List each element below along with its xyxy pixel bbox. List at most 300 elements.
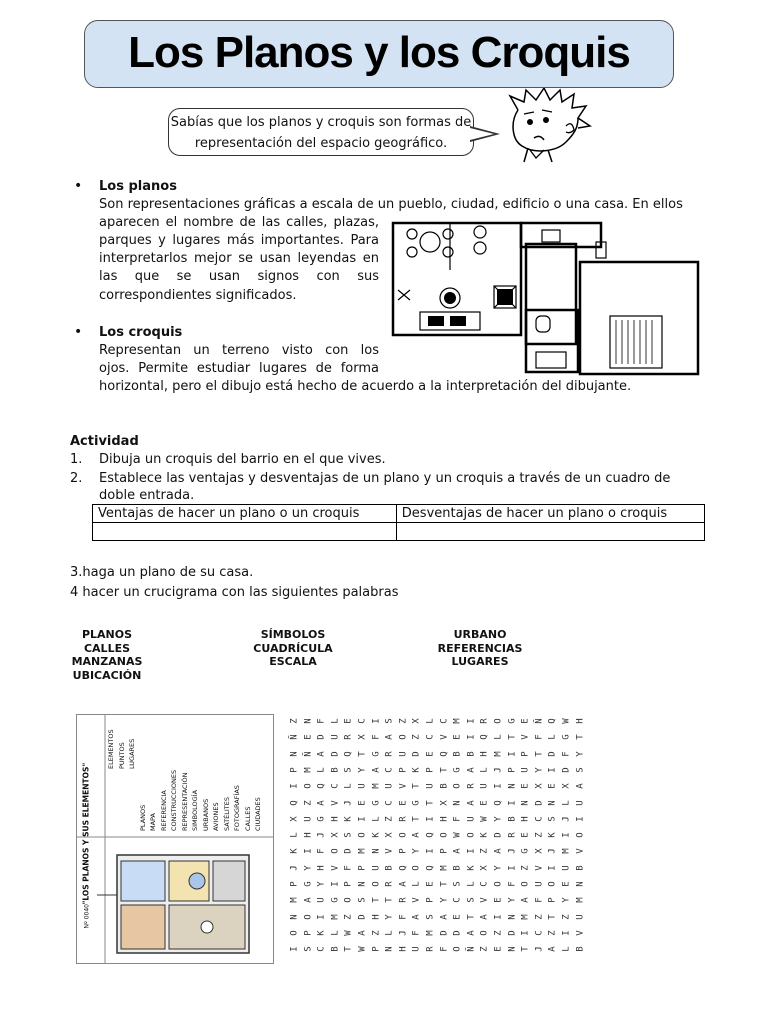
- worksheet-word: SIMBOLOGÍA: [191, 789, 199, 831]
- word-search-letter: X: [480, 864, 491, 871]
- word-search-letter: P: [398, 767, 409, 773]
- table-header-desventajas: Desventajas de hacer un plano o croquis: [396, 505, 704, 523]
- word-search-letter: Y: [493, 864, 504, 871]
- word-search-letter: R: [398, 816, 409, 822]
- word-search-letter: C: [357, 718, 368, 724]
- word-search-letter: M: [561, 848, 572, 855]
- word-search-letter: T: [575, 734, 586, 741]
- croquis-heading: Los croquis: [99, 325, 183, 340]
- word-search-letter: A: [316, 799, 327, 806]
- word-search-letter: B: [507, 816, 518, 822]
- word-search-letter: F: [371, 734, 382, 741]
- word-search-letter: O: [520, 881, 531, 887]
- word-search-letter: D: [412, 750, 423, 757]
- word-search-letter: D: [439, 930, 450, 936]
- word-search-letter: W: [452, 832, 463, 838]
- word-search-letter: Q: [493, 799, 504, 806]
- word-search-letter: U: [371, 864, 382, 871]
- word-search-letter: R: [507, 832, 518, 838]
- word-search-letter: I: [466, 718, 477, 724]
- word-search-letter: U: [357, 783, 368, 789]
- word-search-letter: L: [384, 930, 395, 936]
- word-search-letter: L: [289, 832, 300, 838]
- word-search-letter: A: [466, 799, 477, 806]
- word-search-letter: T: [357, 750, 368, 757]
- word-search-letter: O: [452, 783, 463, 789]
- planos-text-line-1: Son representaciones gráficas a escala de un pueblo, ciudad, edificio o una casa. En ellos: [99, 197, 683, 212]
- word-search-letter: A: [548, 946, 559, 952]
- word-search-letter: P: [303, 930, 314, 936]
- word-search-letter: T: [507, 734, 518, 741]
- word-search-letter: J: [398, 930, 409, 936]
- word-search-letter: L: [548, 734, 559, 741]
- word-search-letter: N: [452, 799, 463, 806]
- word-search-letter: A: [412, 913, 423, 920]
- word-search-letter: N: [575, 881, 586, 887]
- worksheet-word: ELEMENTOS: [107, 729, 115, 769]
- word-search-letter: G: [452, 767, 463, 773]
- word-search-letter: X: [330, 832, 341, 838]
- word-search-letter: J: [534, 946, 545, 952]
- item-2-text-line-2: doble entrada.: [99, 488, 195, 503]
- worksheet-word: SATÉLITES: [222, 796, 231, 831]
- planos-text-line-6: correspondientes significados.: [99, 288, 297, 303]
- item-2-text-line-1: Establece las ventajas y desventajas de un plano y un croquis a través de un cuadro de: [99, 471, 671, 486]
- word-search-letter: Y: [316, 881, 327, 887]
- word-search-letter: R: [344, 734, 355, 741]
- word-search-letter: P: [520, 750, 531, 757]
- word-search-letter: T: [384, 897, 395, 904]
- word-search-letter: P: [344, 881, 355, 887]
- word-search-letter: E: [561, 881, 572, 887]
- word-search-letter: E: [520, 832, 531, 838]
- word-search-letter: S: [452, 881, 463, 887]
- word-search-letter: O: [289, 930, 300, 936]
- word-search-letter: X: [561, 783, 572, 789]
- word-search-letter: C: [480, 881, 491, 887]
- word-search-letter: E: [493, 897, 504, 904]
- word-search-letter: Q: [425, 832, 436, 838]
- word-search-letter: P: [371, 946, 382, 952]
- word-search-letter: F: [439, 946, 450, 952]
- word-search-letter: M: [575, 897, 586, 904]
- word-search-letter: Z: [480, 946, 491, 952]
- word-search-letter: L: [412, 881, 423, 887]
- word-search-letter: N: [384, 946, 395, 952]
- word-search-letter: E: [520, 718, 531, 724]
- word-search-letter: A: [303, 897, 314, 904]
- word-search-letter: E: [357, 799, 368, 806]
- word-search-letter: F: [344, 864, 355, 871]
- word-search-letter: F: [534, 734, 545, 741]
- word-search-letter: O: [303, 783, 314, 789]
- word-search-letter: O: [344, 897, 355, 904]
- word-search-letter: I: [466, 734, 477, 741]
- word-search-letter: O: [439, 832, 450, 838]
- word-search-letter: I: [289, 783, 300, 789]
- word-search-letter: C: [384, 767, 395, 773]
- word-search-letter: F: [412, 930, 423, 936]
- word-search-letter: B: [330, 946, 341, 952]
- word-search-letter: U: [384, 783, 395, 789]
- word-search-letter: E: [520, 783, 531, 789]
- word-search-letter: Z: [303, 799, 314, 806]
- croquis-text-line-1: Representan un terreno visto con los: [99, 343, 379, 358]
- word-search-letter: U: [398, 750, 409, 757]
- word-search-letter: Y: [412, 848, 423, 855]
- planos-text-line-4: interpretarlos mejor se usan leyendas en: [99, 251, 379, 266]
- word-search-letter: H: [480, 750, 491, 757]
- word-search-letter: C: [452, 897, 463, 904]
- word-search-letter: M: [330, 913, 341, 920]
- page-title: Los Planos y los Croquis: [128, 28, 630, 77]
- word-search-letter: O: [412, 864, 423, 871]
- word-search-letter: P: [289, 881, 300, 887]
- word-search-letter: Q: [425, 864, 436, 871]
- word-search-letter: G: [303, 881, 314, 887]
- word-search-letter: T: [412, 816, 423, 822]
- word-search-letter: J: [548, 848, 559, 855]
- word-search-letter: I: [548, 864, 559, 871]
- word-search-letter: M: [439, 864, 450, 871]
- word-search-letter: I: [316, 913, 327, 920]
- word-search-letter: V: [534, 864, 545, 871]
- word-search-letter: Y: [384, 913, 395, 920]
- word-search-letter: C: [534, 930, 545, 936]
- croquis-text-line-3: horizontal, pero el dibujo está hecho de acuerdo a la interpretación del dibujante.: [99, 379, 632, 394]
- word-search-letter: N: [548, 799, 559, 806]
- floor-plan-illustration: [390, 220, 702, 380]
- worksheet-word: CALLES: [243, 806, 252, 831]
- word-search-letter: Y: [507, 897, 518, 904]
- word-search-letter: O: [398, 734, 409, 741]
- word-search-letter: I: [561, 930, 572, 936]
- word-search-letter: I: [425, 848, 436, 855]
- word-search-letter: Y: [493, 816, 504, 822]
- word-search-letter: C: [330, 783, 341, 789]
- word-item: URBANO: [453, 628, 507, 641]
- word-search-letter: I: [507, 799, 518, 806]
- word-search-letter: R: [384, 750, 395, 757]
- word-search-letter: K: [289, 848, 300, 855]
- word-search-letter: T: [371, 897, 382, 904]
- word-search-letter: B: [575, 864, 586, 871]
- word-search-letter: B: [575, 946, 586, 952]
- word-search-letter: F: [316, 848, 327, 855]
- word-search-letter: S: [575, 767, 586, 773]
- word-search-letter: D: [344, 848, 355, 855]
- word-search-letter: A: [357, 930, 368, 936]
- word-search-letter: D: [330, 750, 341, 757]
- word-search-letter: B: [452, 864, 463, 871]
- word-search-letter: V: [480, 897, 491, 904]
- table-empty-row: [93, 523, 705, 541]
- word-item: LUGARES: [451, 655, 509, 668]
- word-search-letter: Q: [548, 718, 559, 724]
- word-search-letter: Z: [534, 832, 545, 838]
- word-item: PLANOS: [81, 628, 133, 641]
- word-search-letter: T: [425, 799, 436, 806]
- word-search-letter: C: [534, 816, 545, 822]
- word-search-letter: D: [534, 799, 545, 806]
- word-search-letter: W: [357, 946, 368, 952]
- word-search-letter: P: [398, 848, 409, 855]
- word-search-letter: N: [303, 718, 314, 724]
- word-search-letter: P: [357, 864, 368, 871]
- word-search-letter: C: [384, 799, 395, 806]
- word-search-letter: G: [520, 848, 531, 855]
- word-search-letter: F: [507, 881, 518, 887]
- word-search-letter: V: [330, 864, 341, 871]
- word-search-letter: I: [303, 848, 314, 855]
- word-search-letter: E: [425, 750, 436, 757]
- word-search-letter: U: [575, 799, 586, 806]
- word-search-letter: M: [357, 848, 368, 855]
- word-search-letter: L: [371, 816, 382, 822]
- word-search-letter: D: [357, 913, 368, 920]
- word-item: MANZANAS: [71, 655, 143, 668]
- word-search-letter: K: [466, 864, 477, 871]
- word-search-letter: W: [344, 930, 355, 936]
- word-search-letter: K: [371, 832, 382, 838]
- word-search-letter: T: [412, 783, 423, 789]
- word-item: ESCALA: [269, 655, 317, 668]
- bullet-planos: •: [74, 178, 83, 194]
- word-search-letter: V: [398, 783, 409, 789]
- word-search-letter: V: [412, 897, 423, 904]
- word-search-letter: B: [330, 767, 341, 773]
- word-search-letter: D: [316, 734, 327, 741]
- word-search-letter: E: [425, 881, 436, 887]
- word-search-letter: A: [575, 783, 586, 789]
- word-search-letter: X: [534, 783, 545, 789]
- word-search-letter: H: [520, 816, 531, 822]
- worksheet-title: "LOS PLANOS Y SUS ELEMENTOS": [81, 762, 91, 905]
- word-search-letter: I: [575, 816, 586, 822]
- word-search-letter: G: [507, 718, 518, 724]
- word-search-letter: Q: [439, 750, 450, 757]
- table-cell-empty: [396, 523, 704, 541]
- word-search-letter: L: [480, 767, 491, 773]
- word-search-letter: H: [316, 864, 327, 871]
- word-search-letter: O: [303, 913, 314, 920]
- worksheet-word: PLANOS: [138, 804, 147, 831]
- word-search-letter: O: [398, 832, 409, 838]
- word-search-letter: J: [316, 832, 327, 838]
- word-search-letter: S: [548, 816, 559, 822]
- word-column-3: [422, 628, 538, 669]
- word-search-letter: Ñ: [289, 734, 300, 741]
- word-search-letter: L: [466, 881, 477, 887]
- word-search-letter: N: [357, 881, 368, 887]
- word-search-letter: V: [575, 848, 586, 855]
- worksheet-word: PUNTOS: [117, 742, 126, 769]
- word-search-letter: R: [480, 718, 491, 724]
- word-search-letter: F: [534, 897, 545, 904]
- word-search-letter: K: [344, 816, 355, 822]
- word-search-letter: A: [398, 881, 409, 887]
- word-search-letter: T: [466, 913, 477, 920]
- word-search-letter: S: [303, 946, 314, 952]
- word-search-letter: N: [289, 750, 300, 757]
- word-search-letter: O: [452, 946, 463, 952]
- word-search-letter: I: [289, 946, 300, 952]
- word-search-letter: R: [466, 783, 477, 789]
- word-search-letter: N: [371, 848, 382, 855]
- word-search-letter: H: [439, 816, 450, 822]
- word-search-letter: X: [384, 832, 395, 838]
- planos-text-line-3: parques y lugares más importantes. Para: [99, 233, 379, 248]
- word-search-letter: E: [493, 946, 504, 952]
- item-3-text: 3.haga un plano de su casa.: [70, 565, 254, 580]
- word-search-letter: O: [493, 718, 504, 724]
- word-search-letter: L: [425, 718, 436, 724]
- word-search-letter: U: [316, 897, 327, 904]
- word-search-letter: G: [316, 816, 327, 822]
- word-search-letter: D: [493, 832, 504, 838]
- word-search-letter: Y: [439, 897, 450, 904]
- word-search-letter: N: [289, 913, 300, 920]
- word-search-letter: A: [466, 767, 477, 773]
- word-search-letter: M: [371, 783, 382, 789]
- word-search-letter: L: [493, 734, 504, 741]
- word-search-letter: O: [548, 881, 559, 887]
- word-search-letter: V: [330, 799, 341, 806]
- planos-text-line-5: las que se usan signos con sus: [99, 269, 379, 284]
- word-search-letter: G: [371, 799, 382, 806]
- word-search-letter: E: [344, 718, 355, 724]
- word-search-letter: P: [289, 767, 300, 773]
- word-search-letter: M: [303, 767, 314, 773]
- word-search-letter: K: [548, 832, 559, 838]
- word-search-letter: O: [493, 881, 504, 887]
- item-4-text: 4 hacer un crucigrama con las siguientes palabras: [70, 585, 399, 600]
- word-search-letter: D: [548, 750, 559, 757]
- word-search-letter: U: [303, 816, 314, 822]
- word-search-letter: U: [480, 783, 491, 789]
- word-search-letter: Y: [561, 897, 572, 904]
- word-search-letter: I: [425, 816, 436, 822]
- word-search-letter: H: [371, 913, 382, 920]
- word-search-letter: I: [493, 913, 504, 920]
- word-search-letter: D: [452, 930, 463, 936]
- word-search-letter: N: [520, 799, 531, 806]
- word-search-letter: L: [330, 718, 341, 724]
- word-search-letter: S: [425, 913, 436, 920]
- word-search-letter: O: [480, 930, 491, 936]
- word-search-letter: Y: [357, 767, 368, 773]
- word-search-letter: I: [548, 767, 559, 773]
- ventajas-desventajas-table: [92, 504, 705, 541]
- word-search-letter: V: [520, 734, 531, 741]
- table-header-ventajas: Ventajas de hacer un plano o un croquis: [93, 505, 397, 523]
- worksheet-word: REFERENCIA: [159, 790, 168, 831]
- word-search-letter: H: [398, 946, 409, 952]
- word-search-letter: Z: [561, 913, 572, 920]
- word-search-letter: I: [493, 783, 504, 789]
- word-search-letter: M: [452, 718, 463, 724]
- word-search-letter: Q: [344, 750, 355, 757]
- word-search-letter: B: [452, 750, 463, 757]
- word-search-letter: M: [425, 930, 436, 936]
- worksheet-word: CONSTRUCCIONES: [170, 769, 178, 831]
- word-search-letter: Z: [520, 864, 531, 871]
- word-search-letter: I: [371, 718, 382, 724]
- worksheet-word: CIUDADES: [254, 797, 262, 831]
- word-search-letter: A: [493, 848, 504, 855]
- word-search-letter: A: [316, 750, 327, 757]
- word-search-letter: D: [561, 767, 572, 773]
- word-search-letter: R: [398, 897, 409, 904]
- worksheet-thumbnail: [76, 714, 274, 964]
- word-search-letter: I: [507, 750, 518, 757]
- word-search-letter: S: [344, 767, 355, 773]
- word-search-letter: L: [561, 946, 572, 952]
- word-search-letter: J: [561, 816, 572, 822]
- word-search-letter: A: [466, 930, 477, 936]
- word-search-letter: T: [548, 913, 559, 920]
- word-search-letter: R: [384, 881, 395, 887]
- item-1-text: Dibuja un croquis del barrio en el que vives.: [99, 452, 386, 467]
- word-search-letter: Q: [316, 783, 327, 789]
- word-search-letter: K: [412, 767, 423, 773]
- word-search-letter: O: [575, 832, 586, 838]
- worksheet-word: URBANOS: [201, 798, 210, 831]
- word-search-letter: H: [330, 816, 341, 822]
- title-banner: [84, 20, 674, 88]
- word-search-letter: V: [384, 848, 395, 855]
- word-search-letter: U: [425, 783, 436, 789]
- word-search-letter: E: [303, 734, 314, 741]
- worksheet-word-list: [107, 719, 271, 835]
- word-column-1: [62, 628, 152, 682]
- actividad-heading: Actividad: [70, 434, 139, 449]
- word-search-letter: U: [330, 734, 341, 741]
- word-search-letter: P: [425, 767, 436, 773]
- word-search-letter: I: [507, 864, 518, 871]
- word-item: CUADRÍCULA: [253, 641, 333, 655]
- word-search-letter: P: [439, 848, 450, 855]
- speech-bubble: Sabías que los planos y croquis son formas de representación del espacio geográfico.: [168, 108, 474, 156]
- word-search-letter: C: [425, 734, 436, 741]
- word-search-letter: G: [371, 750, 382, 757]
- word-search-letter: M: [289, 897, 300, 904]
- word-search-letter: B: [466, 750, 477, 757]
- word-search-letter: A: [384, 734, 395, 741]
- word-search-letter: T: [520, 946, 531, 952]
- word-search-letter: L: [316, 767, 327, 773]
- item-2-number: 2.: [70, 471, 83, 486]
- word-search-letter: T: [344, 946, 355, 952]
- bullet-croquis: •: [74, 324, 83, 340]
- word-item: UBICACIÓN: [72, 668, 142, 682]
- worksheet-word: MAPA: [149, 812, 157, 831]
- word-search-letter: Z: [412, 734, 423, 741]
- word-search-letter: T: [534, 750, 545, 757]
- word-search-letter: E: [452, 913, 463, 920]
- worksheet-word: FOTOGRAFÍAS: [233, 785, 241, 831]
- word-search-letter: J: [289, 864, 300, 871]
- word-search-letter: C: [439, 718, 450, 724]
- word-search-letter: Y: [575, 750, 586, 757]
- word-search-letter: N: [507, 913, 518, 920]
- word-search-letter: U: [534, 881, 545, 887]
- word-search-letter: N: [507, 783, 518, 789]
- word-search-letter: Z: [548, 930, 559, 936]
- word-search-letter: I: [330, 881, 341, 887]
- word-search-letter: J: [493, 767, 504, 773]
- word-search-letter: A: [371, 767, 382, 773]
